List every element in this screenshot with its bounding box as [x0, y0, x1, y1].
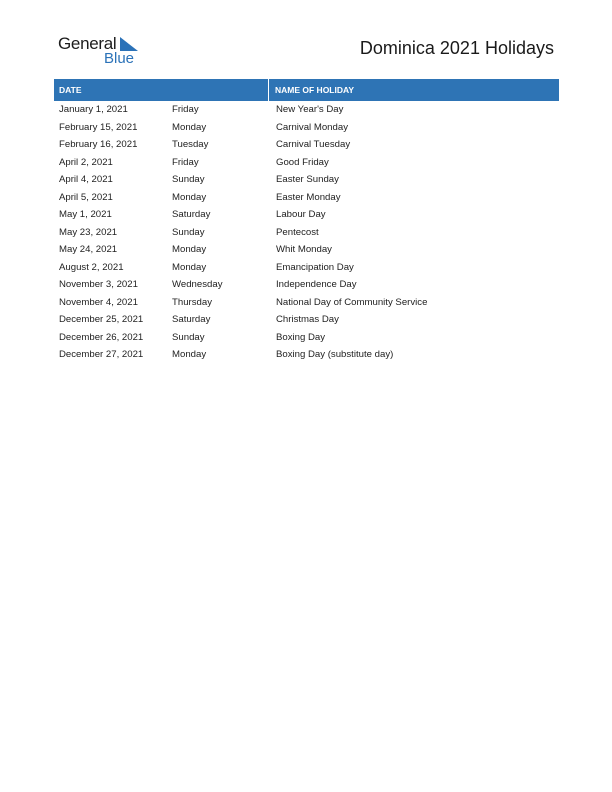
cell-date: May 23, 2021 [59, 226, 118, 238]
cell-date: May 24, 2021 [59, 244, 118, 255]
cell-holiday-name: Boxing Day [276, 331, 326, 343]
cell-date: December 27, 2021 [59, 349, 144, 360]
cell-date: January 1, 2021 [59, 104, 128, 115]
column-header-date: DATE [54, 79, 269, 101]
cell-holiday-name: Easter Sunday [276, 174, 339, 185]
cell-holiday-name: Easter Monday [276, 191, 341, 203]
cell-holiday-name: National Day of Community Service [276, 296, 428, 308]
cell-day: Wednesday [172, 279, 223, 290]
cell-day: Sunday [172, 174, 205, 185]
table-row [54, 101, 559, 119]
table-row [54, 206, 559, 224]
table-row [54, 224, 559, 242]
column-header-name: NAME OF HOLIDAY [275, 85, 355, 95]
cell-day: Saturday [172, 209, 211, 220]
cell-holiday-name: Emancipation Day [276, 261, 354, 273]
table-row [54, 276, 559, 294]
page-title: Dominica 2021 Holidays [359, 38, 554, 58]
cell-holiday-name: Carnival Tuesday [276, 139, 351, 150]
cell-holiday-name: New Year's Day [276, 104, 344, 115]
cell-day: Monday [172, 191, 207, 203]
table-row [54, 154, 559, 172]
cell-day: Monday [172, 121, 207, 133]
cell-day: Saturday [172, 314, 211, 325]
table-row [54, 294, 559, 312]
table-row [54, 346, 559, 364]
cell-holiday-name: Pentecost [276, 226, 319, 238]
cell-day: Friday [172, 156, 199, 168]
cell-day: Monday [172, 349, 207, 360]
table-row [54, 259, 559, 277]
generalblue-logo [58, 34, 148, 68]
table-row [54, 119, 559, 137]
cell-day: Monday [172, 244, 207, 255]
cell-date: April 4, 2021 [59, 174, 113, 185]
cell-day: Monday [172, 261, 207, 273]
cell-holiday-name: Whit Monday [276, 244, 332, 255]
logo-text-blue: Blue [104, 50, 135, 67]
cell-date: November 3, 2021 [59, 279, 138, 290]
cell-holiday-name: Carnival Monday [276, 121, 348, 133]
cell-date: February 16, 2021 [59, 139, 138, 150]
cell-day: Sunday [172, 331, 205, 343]
table-row [54, 311, 559, 329]
cell-date: November 4, 2021 [59, 296, 138, 308]
table-header [54, 79, 559, 101]
table-row [54, 136, 559, 154]
table-row [54, 329, 559, 347]
table-body [54, 101, 559, 364]
cell-date: August 2, 2021 [59, 261, 124, 273]
cell-holiday-name: Labour Day [276, 209, 326, 220]
table-row [54, 171, 559, 189]
cell-day: Sunday [172, 226, 205, 238]
cell-date: April 5, 2021 [59, 191, 113, 203]
table-row [54, 189, 559, 207]
cell-date: February 15, 2021 [59, 121, 138, 133]
cell-holiday-name: Independence Day [276, 279, 357, 290]
cell-holiday-name: Boxing Day (substitute day) [276, 349, 394, 360]
holiday-table [54, 79, 559, 364]
cell-holiday-name: Christmas Day [276, 314, 339, 325]
cell-date: December 26, 2021 [59, 331, 144, 343]
cell-day: Thursday [172, 296, 212, 308]
logo-text-general: General [58, 34, 117, 53]
table-row [54, 241, 559, 259]
cell-holiday-name: Good Friday [276, 156, 329, 168]
cell-day: Tuesday [172, 139, 209, 150]
cell-date: April 2, 2021 [59, 156, 113, 168]
cell-date: May 1, 2021 [59, 209, 112, 220]
logo-triangle-icon [120, 37, 138, 51]
cell-day: Friday [172, 104, 199, 115]
cell-date: December 25, 2021 [59, 314, 144, 325]
